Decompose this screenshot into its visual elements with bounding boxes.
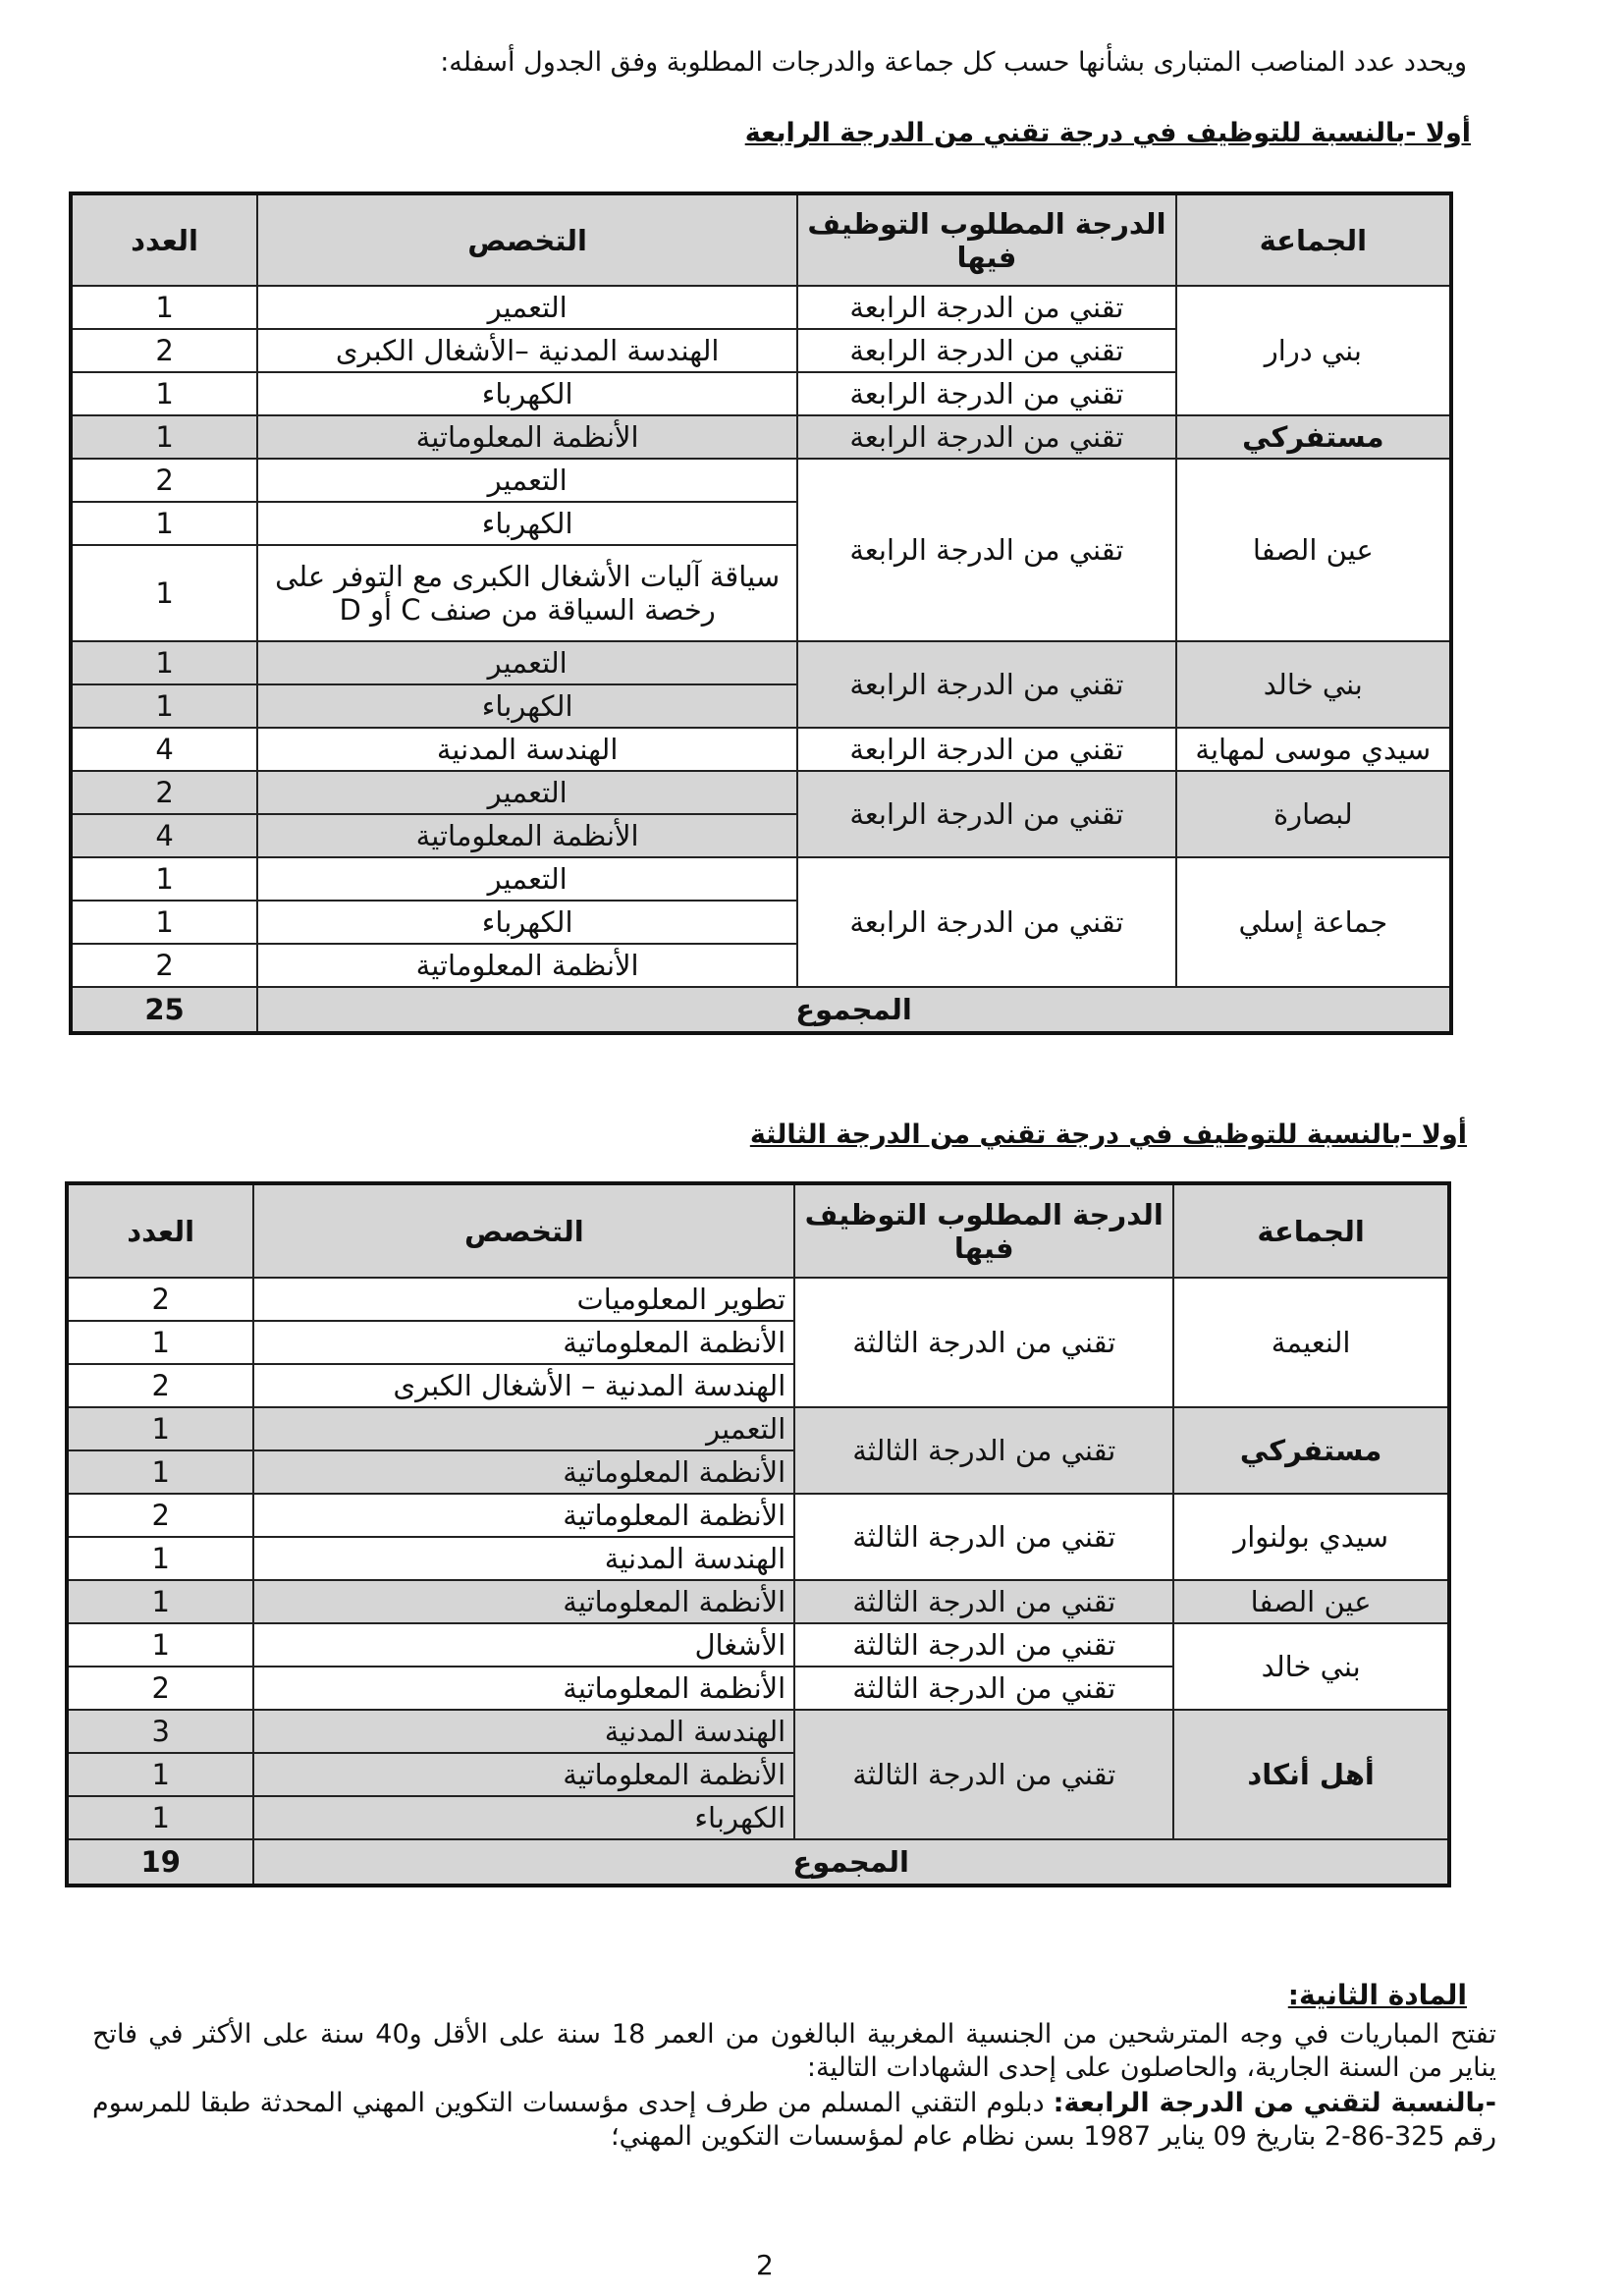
specialty-cell: الكهرباء (257, 901, 797, 944)
total-label: المجموع (257, 987, 1451, 1033)
commune-cell: جماعة إسلي (1176, 857, 1451, 987)
count-cell: 1 (67, 1537, 253, 1580)
specialty-cell: الهندسة المدنية –الأشغال الكبرى (257, 329, 797, 372)
grade-cell: تقني من الدرجة الثالثة (794, 1580, 1173, 1623)
grade-cell: تقني من الدرجة الثالثة (794, 1407, 1173, 1494)
specialty-cell: الكهرباء (257, 372, 797, 415)
intro-text: ويحدد عدد المناصب المتبارى بشأنها حسب كل جماعة والدرجات المطلوبة وفق الجدول أسفله: (440, 47, 1467, 78)
count-cell: 1 (71, 641, 257, 684)
header-grade: الدرجة المطلوب التوظيف فيها (797, 193, 1175, 286)
count-cell: 1 (71, 502, 257, 545)
specialty-cell: الأنظمة المعلوماتية (253, 1321, 794, 1364)
total-label: المجموع (253, 1839, 1449, 1886)
section1-table (69, 191, 1453, 1035)
grade-cell: تقني من الدرجة الرابعة (797, 857, 1175, 987)
article2-paragraph1: تفتح المباريات في وجه المترشحين من الجنسية المغربية البالغون من العمر 18 سنة على الأقل و40 سنة على الأكثر في فاتح يناير من السنة الجارية، والحاصلون على إحدى الشهادات التالية: (92, 2019, 1496, 2083)
count-cell: 2 (67, 1667, 253, 1710)
table-row (67, 1278, 1449, 1321)
specialty-cell: الهندسة المدنية (257, 728, 797, 771)
specialty-cell: الأنظمة المعلوماتية (257, 944, 797, 987)
count-cell: 2 (71, 459, 257, 502)
grade-cell: تقني من الدرجة الرابعة (797, 329, 1175, 372)
count-cell: 2 (71, 771, 257, 814)
specialty-cell: الأنظمة المعلوماتية (253, 1450, 794, 1494)
header-grade: الدرجة المطلوب التوظيف فيها (794, 1183, 1173, 1278)
table-row (67, 1407, 1449, 1450)
count-cell: 1 (67, 1623, 253, 1667)
specialty-cell: الأنظمة المعلوماتية (253, 1580, 794, 1623)
specialty-cell: الأنظمة المعلوماتية (257, 814, 797, 857)
specialty-cell: الهندسة المدنية (253, 1710, 794, 1753)
table-row (71, 415, 1451, 459)
table-row (71, 459, 1451, 502)
commune-cell: لبصارة (1176, 771, 1451, 857)
count-cell: 1 (67, 1753, 253, 1796)
count-cell: 4 (71, 814, 257, 857)
specialty-cell: الكهرباء (257, 502, 797, 545)
commune-cell: بني خالد (1176, 641, 1451, 728)
count-cell: 1 (67, 1796, 253, 1839)
specialty-cell: الأنظمة المعلوماتية (253, 1667, 794, 1710)
grade-cell: تقني من الدرجة الرابعة (797, 286, 1175, 329)
total-row (67, 1839, 1449, 1886)
paragraph2-text: دبلوم التقني المسلم من طرف إحدى مؤسسات التكوين المهني المحدثة طبقا للمرسوم رقم 325-86-2 بتاريخ 09 يناير 1987 بسن نظام عام لمؤسسات التكوين المهني؛ (92, 2088, 1496, 2152)
count-cell: 1 (67, 1580, 253, 1623)
grade-cell: تقني من الدرجة الرابعة (797, 415, 1175, 459)
count-cell: 4 (71, 728, 257, 771)
commune-cell: أهل أنكاد (1173, 1710, 1449, 1839)
count-cell: 1 (71, 286, 257, 329)
count-cell: 2 (67, 1278, 253, 1321)
grade-cell: تقني من الدرجة الرابعة (797, 771, 1175, 857)
commune-cell: سيدي موسى لمهاية (1176, 728, 1451, 771)
table-row (71, 286, 1451, 329)
count-cell: 2 (67, 1364, 253, 1407)
specialty-cell: سياقة آليات الأشغال الكبرى مع التوفر على رخصة السياقة من صنف C أو D (257, 545, 797, 641)
total-value: 19 (67, 1839, 253, 1886)
table-row (71, 728, 1451, 771)
specialty-cell: التعمير (257, 459, 797, 502)
specialty-cell: الهندسة المدنية – الأشغال الكبرى (253, 1364, 794, 1407)
header-specialty: التخصص (257, 193, 797, 286)
header-row (67, 1183, 1449, 1278)
specialty-cell: الهندسة المدنية (253, 1537, 794, 1580)
count-cell: 2 (67, 1494, 253, 1537)
table-row (67, 1710, 1449, 1753)
specialty-cell: الأنظمة المعلوماتية (257, 415, 797, 459)
commune-cell: النعيمة (1173, 1278, 1449, 1407)
grade-cell: تقني من الدرجة الثالثة (794, 1278, 1173, 1407)
grade-cell: تقني من الدرجة الرابعة (797, 728, 1175, 771)
table-row (67, 1623, 1449, 1667)
section2-title: أولا -بالنسبة للتوظيف في درجة تقني من الدرجة الثالثة (749, 1120, 1467, 1150)
header-row (71, 193, 1451, 286)
commune-cell: مستفركي (1176, 415, 1451, 459)
count-cell: 2 (71, 944, 257, 987)
specialty-cell: التعمير (257, 641, 797, 684)
specialty-cell: الأنظمة المعلوماتية (253, 1753, 794, 1796)
count-cell: 1 (71, 684, 257, 728)
commune-cell: سيدي بولنوار (1173, 1494, 1449, 1580)
grade-cell: تقني من الدرجة الرابعة (797, 641, 1175, 728)
page-number: 2 (756, 2249, 774, 2281)
specialty-cell: الكهرباء (253, 1796, 794, 1839)
count-cell: 1 (71, 415, 257, 459)
count-cell: 2 (71, 329, 257, 372)
table-row (67, 1494, 1449, 1537)
count-cell: 1 (71, 372, 257, 415)
specialty-cell: الأنظمة المعلوماتية (253, 1494, 794, 1537)
article2-heading: المادة الثانية: (1287, 1979, 1467, 2011)
count-cell: 1 (67, 1321, 253, 1364)
count-cell: 1 (71, 901, 257, 944)
commune-cell: بني خالد (1173, 1623, 1449, 1710)
section2-table (65, 1181, 1451, 1887)
commune-cell: عين الصفا (1173, 1580, 1449, 1623)
header-count: العدد (67, 1183, 253, 1278)
specialty-cell: التعمير (253, 1407, 794, 1450)
grade-cell: تقني من الدرجة الثالثة (794, 1710, 1173, 1839)
total-value: 25 (71, 987, 257, 1033)
grade-cell: تقني من الدرجة الثالثة (794, 1623, 1173, 1667)
specialty-cell: التعمير (257, 857, 797, 901)
article2-paragraph2 (92, 2087, 1496, 2154)
specialty-cell: تطوير المعلوميات (253, 1278, 794, 1321)
grade-cell: تقني من الدرجة الثالثة (794, 1494, 1173, 1580)
header-count: العدد (71, 193, 257, 286)
commune-cell: مستفركي (1173, 1407, 1449, 1494)
specialty-cell: التعمير (257, 286, 797, 329)
table-row (71, 857, 1451, 901)
grade-cell: تقني من الدرجة الرابعة (797, 459, 1175, 641)
count-cell: 1 (71, 857, 257, 901)
grade-cell: تقني من الدرجة الثالثة (794, 1667, 1173, 1710)
table-row (71, 641, 1451, 684)
count-cell: 1 (71, 545, 257, 641)
specialty-cell: التعمير (257, 771, 797, 814)
header-commune: الجماعة (1176, 193, 1451, 286)
grade-cell: تقني من الدرجة الرابعة (797, 372, 1175, 415)
total-row (71, 987, 1451, 1033)
table-row (71, 771, 1451, 814)
commune-cell: بني درار (1176, 286, 1451, 415)
table-row (67, 1580, 1449, 1623)
section1-title: أولا -بالنسبة للتوظيف في درجة تقني من الدرجة الرابعة (744, 118, 1471, 148)
count-cell: 1 (67, 1450, 253, 1494)
commune-cell: عين الصفا (1176, 459, 1451, 641)
count-cell: 3 (67, 1710, 253, 1753)
count-cell: 1 (67, 1407, 253, 1450)
specialty-cell: الأشغال (253, 1623, 794, 1667)
paragraph2-lead: -بالنسبة لتقني من الدرجة الرابعة: (1053, 2088, 1496, 2118)
specialty-cell: الكهرباء (257, 684, 797, 728)
header-commune: الجماعة (1173, 1183, 1449, 1278)
header-specialty: التخصص (253, 1183, 794, 1278)
